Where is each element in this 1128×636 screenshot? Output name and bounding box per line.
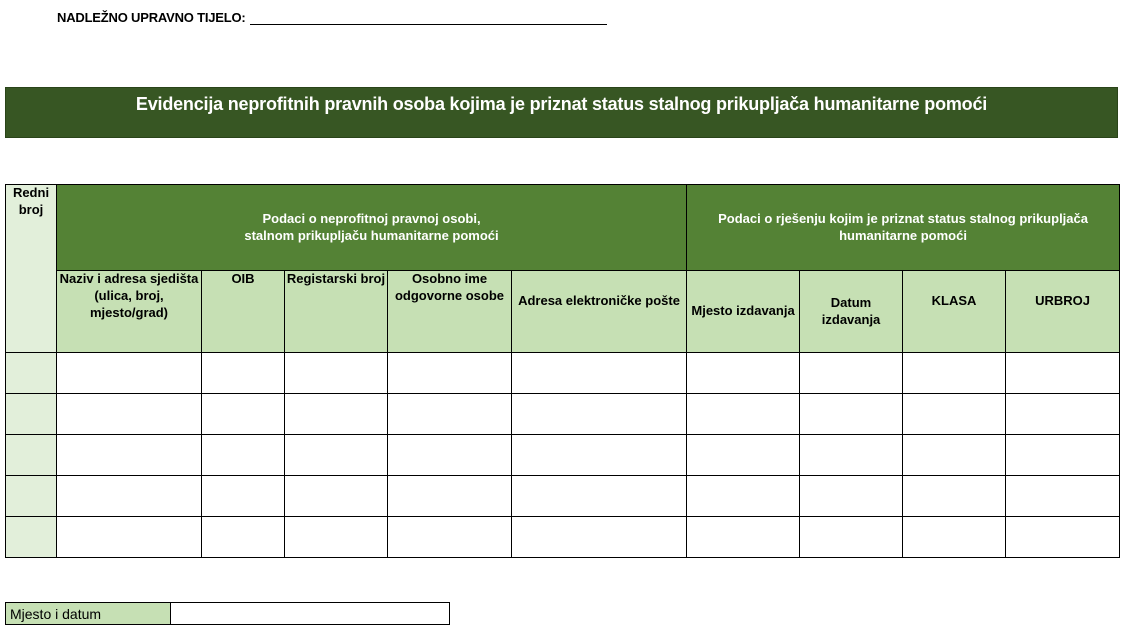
table-cell[interactable]: [800, 435, 903, 476]
table-cell[interactable]: [903, 517, 1006, 558]
table-cell[interactable]: [687, 394, 800, 435]
col-oib-header: OIB: [202, 271, 285, 353]
authority-input-line[interactable]: [250, 10, 607, 25]
table-cell[interactable]: [57, 353, 202, 394]
table-cell[interactable]: [202, 476, 285, 517]
place-date-field: [5, 602, 450, 625]
col-osobno-ime-header: Osobno ime odgovorne osobe: [388, 271, 512, 353]
table-cell[interactable]: [512, 476, 687, 517]
row-number-cell[interactable]: [6, 476, 57, 517]
table-cell[interactable]: [388, 517, 512, 558]
table-cell[interactable]: [57, 476, 202, 517]
table-cell[interactable]: [1006, 394, 1120, 435]
table-cell[interactable]: [512, 435, 687, 476]
table-cell[interactable]: [285, 435, 388, 476]
table-cell[interactable]: [285, 517, 388, 558]
table-cell[interactable]: [388, 394, 512, 435]
table-cell[interactable]: [202, 353, 285, 394]
col-naziv-header: Naziv i adresa sjedišta (ulica, broj, mjesto/grad): [57, 271, 202, 353]
table-cell[interactable]: [388, 435, 512, 476]
table-row: [6, 353, 1120, 394]
table-cell[interactable]: [285, 353, 388, 394]
table-cell[interactable]: [388, 353, 512, 394]
group1-line2: stalnom prikupljaču humanitarne pomoći: [244, 227, 499, 243]
col-mjesto-header: Mjesto izdavanja: [687, 271, 800, 353]
row-number-cell[interactable]: [6, 435, 57, 476]
table-body: [6, 353, 1120, 558]
row-number-cell[interactable]: [6, 517, 57, 558]
table-cell[interactable]: [202, 435, 285, 476]
col-registarski-header: Registarski broj: [285, 271, 388, 353]
table-cell[interactable]: [57, 435, 202, 476]
register-table: [5, 184, 1120, 558]
table-cell[interactable]: [285, 394, 388, 435]
table-cell[interactable]: [202, 517, 285, 558]
table-cell[interactable]: [57, 517, 202, 558]
table-cell[interactable]: [512, 517, 687, 558]
decision-group-header: Podaci o rješenju kojim je priznat status stalnog prikupljača humanitarne pomoći: [687, 185, 1120, 271]
table-cell[interactable]: [1006, 353, 1120, 394]
table-cell[interactable]: [388, 476, 512, 517]
table-cell[interactable]: [687, 517, 800, 558]
table-cell[interactable]: [1006, 517, 1120, 558]
table-cell[interactable]: [800, 394, 903, 435]
table-cell[interactable]: [687, 353, 800, 394]
col-urbroj-header: URBROJ: [1006, 271, 1120, 353]
table-cell[interactable]: [687, 476, 800, 517]
table-cell[interactable]: [285, 476, 388, 517]
table-row: [6, 435, 1120, 476]
table-cell[interactable]: [687, 435, 800, 476]
table-cell[interactable]: [903, 476, 1006, 517]
table-cell[interactable]: [202, 394, 285, 435]
col-klasa-header: KLASA: [903, 271, 1006, 353]
group1-line1: Podaci o neprofitnoj pravnoj osobi,: [262, 210, 481, 226]
redni-broj-header: Redni broj: [6, 185, 57, 353]
col-datum-header: Datum izdavanja: [800, 271, 903, 353]
place-date-label: Mjesto i datum: [6, 603, 171, 624]
table-cell[interactable]: [800, 353, 903, 394]
table-cell[interactable]: [1006, 476, 1120, 517]
table-cell[interactable]: [1006, 435, 1120, 476]
authority-line: [57, 10, 607, 25]
table-cell[interactable]: [800, 517, 903, 558]
row-number-cell[interactable]: [6, 353, 57, 394]
table-cell[interactable]: [512, 353, 687, 394]
table-cell[interactable]: [800, 476, 903, 517]
document-title: Evidencija neprofitnih pravnih osoba kojima je priznat status stalnog prikupljača humanitarne pomoći: [5, 87, 1118, 138]
table-cell[interactable]: [512, 394, 687, 435]
table-row: [6, 476, 1120, 517]
table-row: [6, 517, 1120, 558]
table-cell[interactable]: [903, 353, 1006, 394]
table-cell[interactable]: [903, 394, 1006, 435]
row-number-cell[interactable]: [6, 394, 57, 435]
table-row: [6, 394, 1120, 435]
table-cell[interactable]: [903, 435, 1006, 476]
table-cell[interactable]: [57, 394, 202, 435]
authority-label: NADLEŽNO UPRAVNO TIJELO:: [57, 10, 246, 25]
place-date-input[interactable]: [171, 603, 449, 624]
col-email-header: Adresa elektroničke pošte: [512, 271, 687, 353]
legal-entity-group-header: [57, 185, 687, 271]
